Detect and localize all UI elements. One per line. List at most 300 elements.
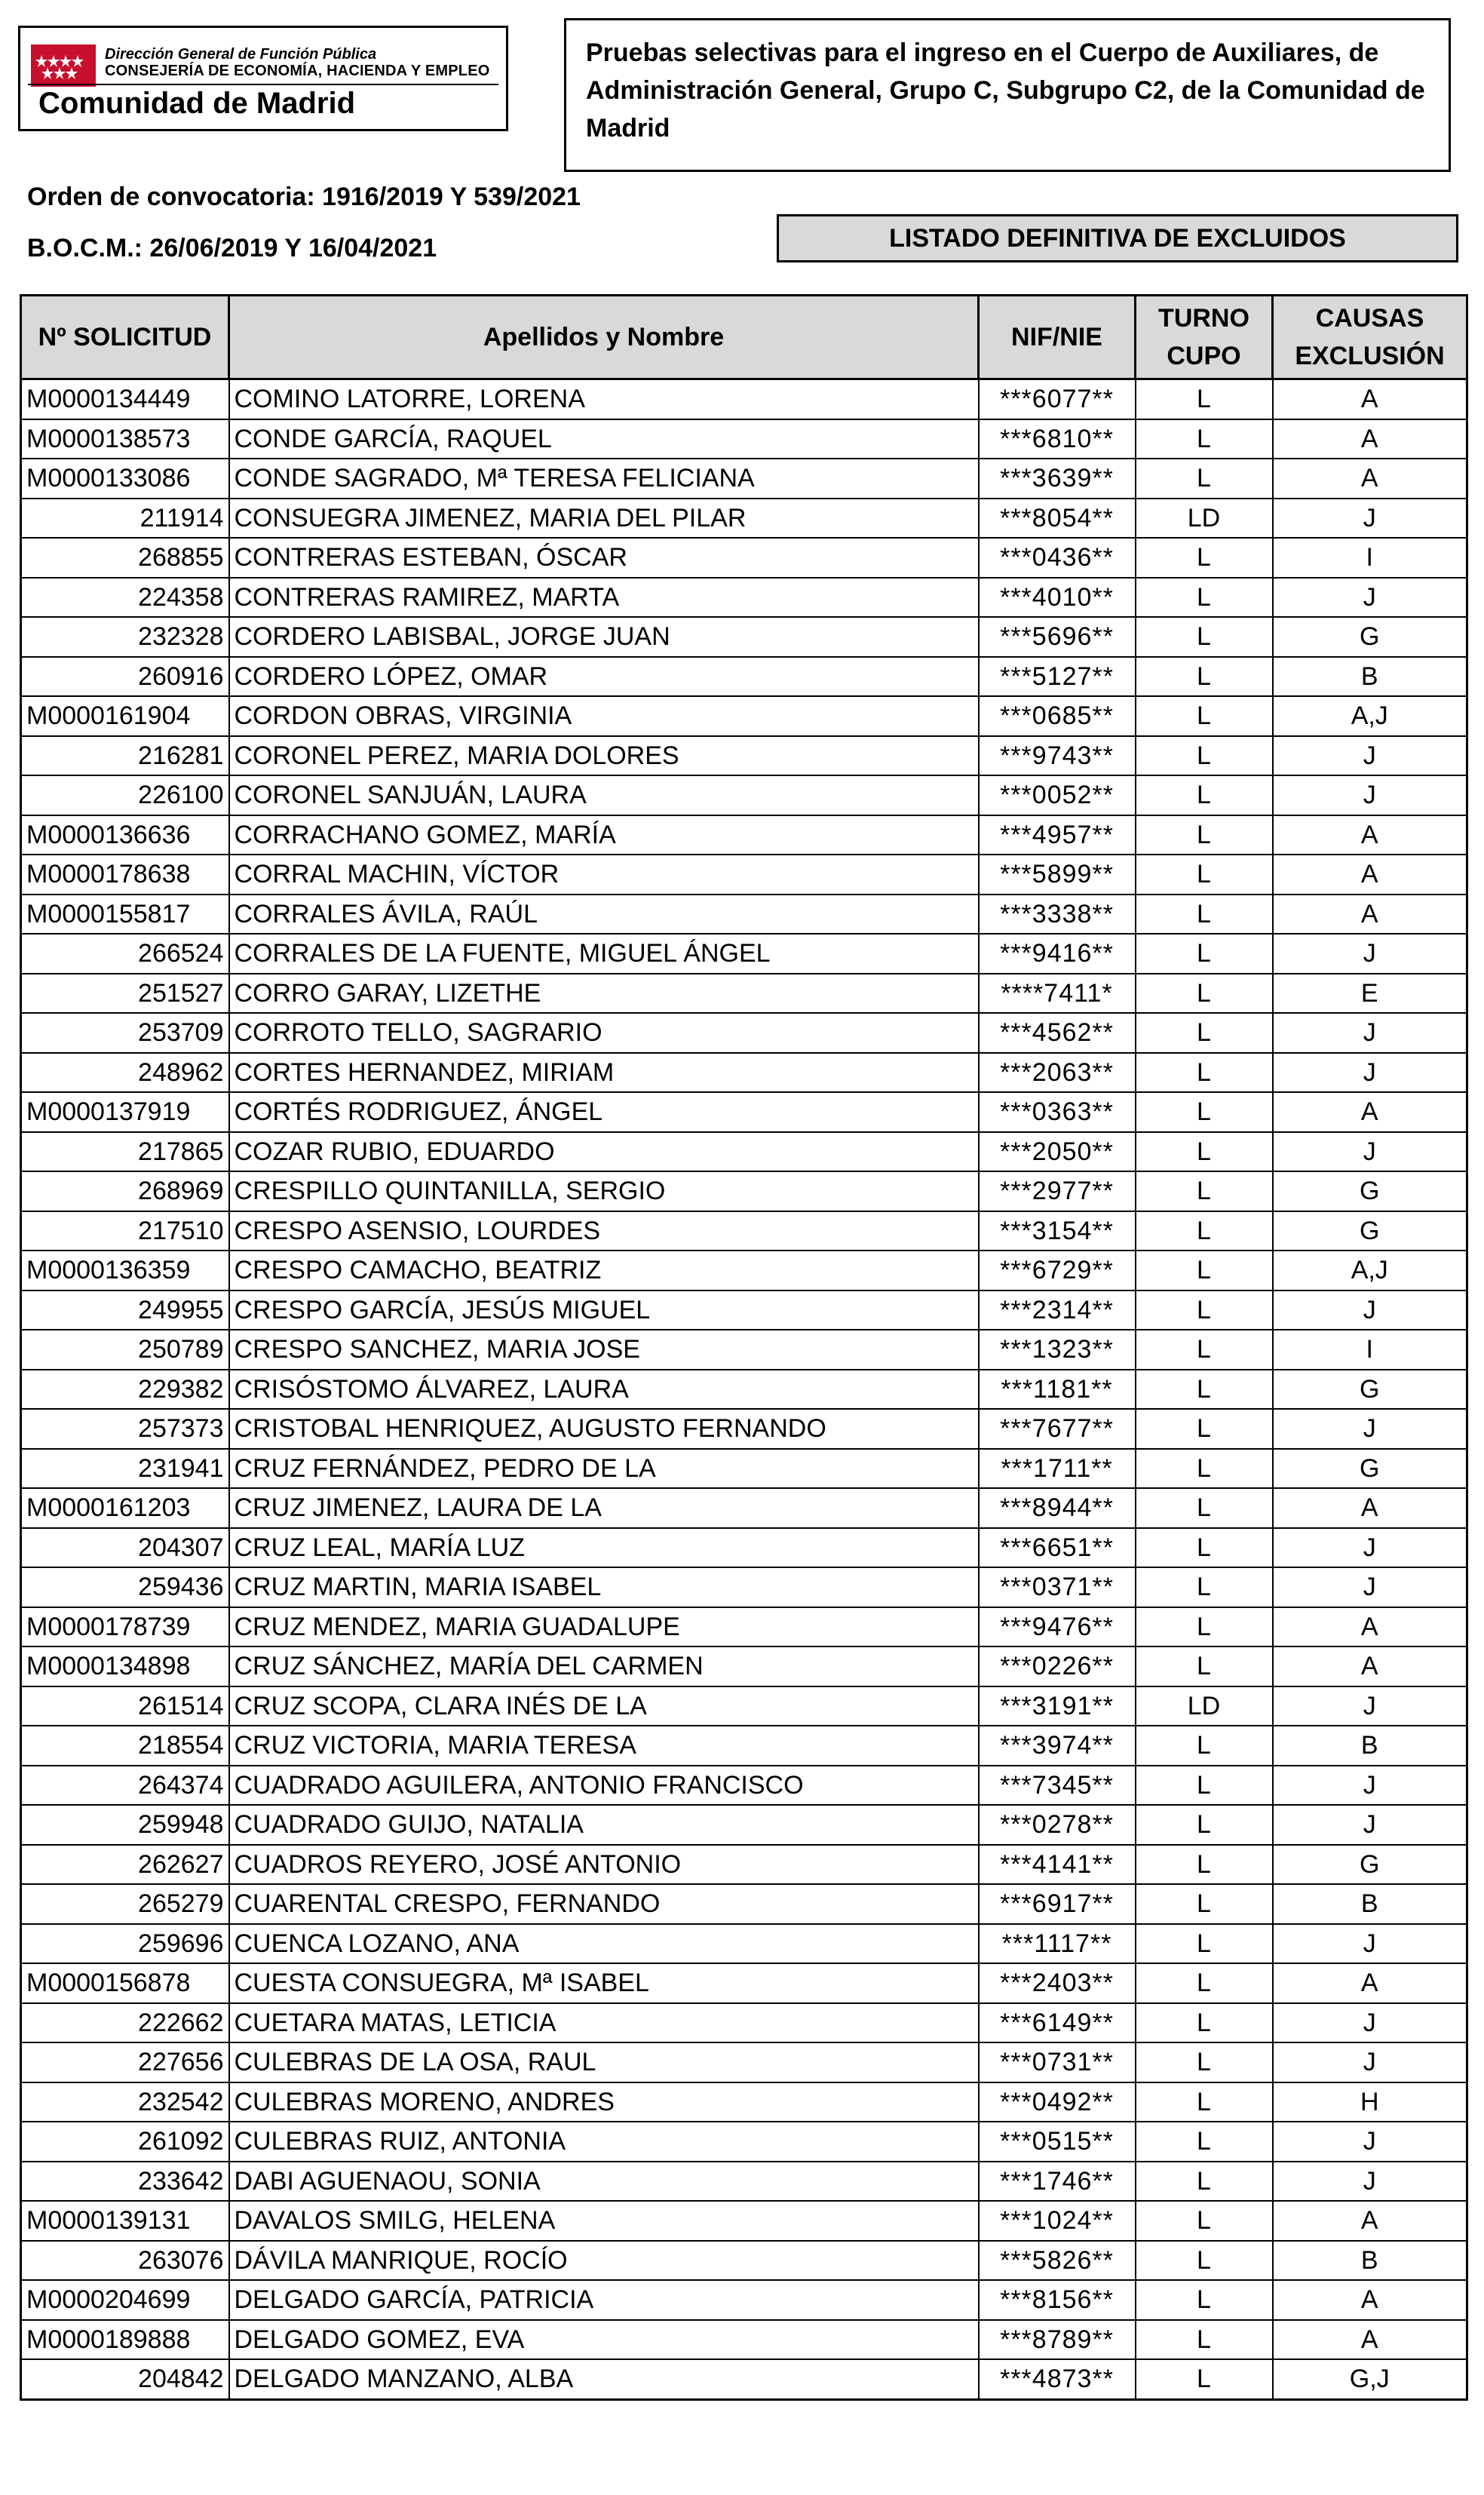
cell-solicitud: 250789 [21,1330,229,1370]
cell-turno: L [1136,974,1273,1014]
cell-causas: J [1273,1409,1467,1449]
cell-nombre: CORRALES DE LA FUENTE, MIGUEL ÁNGEL [229,934,979,974]
cell-nombre: CRESPO CAMACHO, BEATRIZ [229,1251,979,1290]
bocm-reference: B.O.C.M.: 26/06/2019 Y 16/04/2021 [27,234,437,262]
cell-turno: L [1136,1726,1273,1766]
cell-causas: B [1273,1726,1467,1766]
table-row [21,1528,1467,1568]
cell-nif: ***4010** [979,578,1136,618]
cell-nombre: CORROTO TELLO, SAGRARIO [229,1013,979,1053]
cell-turno: L [1136,1330,1273,1370]
table-row [21,2042,1467,2082]
cell-nombre: DABI AGUENAOU, SONIA [229,2162,979,2202]
cell-solicitud: 217510 [21,1211,229,1251]
cell-nombre: CUENCA LOZANO, ANA [229,1924,979,1964]
cell-nombre: CONTRERAS ESTEBAN, ÓSCAR [229,538,979,578]
cell-solicitud: M0000161203 [21,1488,229,1528]
cell-causas: A [1273,2280,1467,2320]
cell-causas: B [1273,2241,1467,2281]
cell-nombre: CORRO GARAY, LIZETHE [229,974,979,1014]
excluded-table [20,294,1468,2401]
cell-nombre: CORRALES ÁVILA, RAÚL [229,895,979,934]
cell-turno: L [1136,1449,1273,1489]
table-row [21,1924,1467,1964]
cell-solicitud: 232542 [21,2082,229,2122]
cell-nombre: CRESPO ASENSIO, LOURDES [229,1211,979,1251]
cell-nif: ***8156** [979,2280,1136,2320]
table-row [21,1726,1467,1766]
cell-nombre: CULEBRAS DE LA OSA, RAUL [229,2042,979,2082]
table-row [21,1805,1467,1845]
cell-turno: L [1136,379,1273,419]
cell-nif: ***5899** [979,855,1136,895]
cell-nif: ***2050** [979,1132,1136,1172]
cell-turno: L [1136,1251,1273,1290]
cell-turno: L [1136,1092,1273,1132]
cell-nombre: CRUZ MENDEZ, MARIA GUADALUPE [229,1607,979,1647]
cell-solicitud: 251527 [21,974,229,1014]
cell-turno: L [1136,1132,1273,1172]
cell-turno: L [1136,736,1273,776]
table-row [21,815,1467,855]
cell-nif: ***3191** [979,1686,1136,1726]
cell-causas: A [1273,419,1467,459]
table-row [21,578,1467,618]
cell-nombre: CRUZ LEAL, MARÍA LUZ [229,1528,979,1568]
table-row [21,2082,1467,2122]
cell-nombre: CUARENTAL CRESPO, FERNANDO [229,1884,979,1924]
cell-nif: ***0278** [979,1805,1136,1845]
orden-convocatoria: Orden de convocatoria: 1916/2019 Y 539/2021 [27,183,581,211]
cell-solicitud: 211914 [21,499,229,539]
cell-solicitud: M0000138573 [21,419,229,459]
cell-solicitud: M0000137919 [21,1092,229,1132]
cell-solicitud: M0000133086 [21,459,229,499]
cell-nif: ***9416** [979,934,1136,974]
cell-nombre: DELGADO MANZANO, ALBA [229,2359,979,2399]
table-row [21,1171,1467,1211]
cell-nombre: CORDERO LÓPEZ, OMAR [229,657,979,697]
cell-solicitud: 264374 [21,1766,229,1806]
header-turno-line2: CUPO [1167,342,1241,370]
cell-solicitud: 248962 [21,1053,229,1093]
agency-name [105,46,490,79]
cell-turno: L [1136,1924,1273,1964]
cell-solicitud: M0000134898 [21,1646,229,1686]
cell-turno: L [1136,696,1273,736]
cell-solicitud: 261092 [21,2122,229,2162]
cell-nif: ***2977** [979,1171,1136,1211]
cell-nombre: CUETARA MATAS, LETICIA [229,2003,979,2043]
cell-nombre: CRISÓSTOMO ÁLVAREZ, LAURA [229,1370,979,1410]
cell-nif: ***4957** [979,815,1136,855]
cell-turno: L [1136,2241,1273,2281]
table-row [21,657,1467,697]
cell-turno: L [1136,855,1273,895]
cell-nombre: DAVALOS SMILG, HELENA [229,2201,979,2241]
cell-causas: J [1273,1053,1467,1093]
cell-turno: L [1136,1646,1273,1686]
cell-turno: L [1136,1290,1273,1330]
header-nif: NIF/NIE [979,296,1136,379]
table-row [21,2359,1467,2399]
cell-turno: L [1136,2359,1273,2399]
cell-nombre: CRUZ FERNÁNDEZ, PEDRO DE LA [229,1449,979,1489]
cell-nombre: CORDON OBRAS, VIRGINIA [229,696,979,736]
cell-nif: ***6651** [979,1528,1136,1568]
cell-nombre: CONDE GARCÍA, RAQUEL [229,419,979,459]
cell-nif: ***6810** [979,419,1136,459]
cell-solicitud: 204307 [21,1528,229,1568]
table-row [21,1646,1467,1686]
comunidad-madrid-logo [18,26,508,131]
cell-nombre: CUADROS REYERO, JOSÉ ANTONIO [229,1845,979,1885]
cell-nombre: CUADRADO GUIJO, NATALIA [229,1805,979,1845]
cell-turno: L [1136,815,1273,855]
cell-nif: ***3154** [979,1211,1136,1251]
header-causas-line2: EXCLUSIÓN [1295,342,1445,370]
table-row [21,696,1467,736]
cell-nif: ***0685** [979,696,1136,736]
table-row [21,736,1467,776]
cell-nif: ***4141** [979,1845,1136,1885]
agency-line-2: CONSEJERÍA DE ECONOMÍA, HACIENDA Y EMPLEO [105,63,490,79]
cell-solicitud: 204842 [21,2359,229,2399]
cell-turno: LD [1136,1686,1273,1726]
cell-turno: L [1136,2042,1273,2082]
cell-turno: L [1136,657,1273,697]
cell-nif: ***0731** [979,2042,1136,2082]
cell-causas: G,J [1273,2359,1467,2399]
cell-causas: A [1273,1488,1467,1528]
table-row [21,419,1467,459]
cell-causas: G [1273,1370,1467,1410]
cell-turno: L [1136,1211,1273,1251]
cell-causas: A,J [1273,696,1467,736]
cell-causas: J [1273,1567,1467,1607]
cell-turno: L [1136,617,1273,657]
cell-nif: ****7411* [979,974,1136,1014]
table-row [21,1330,1467,1370]
table-row [21,855,1467,895]
brand-name: Comunidad de Madrid [28,84,498,121]
cell-causas: G [1273,1845,1467,1885]
cell-nif: ***7345** [979,1766,1136,1806]
cell-turno: L [1136,2201,1273,2241]
cell-causas: J [1273,1924,1467,1964]
cell-solicitud: 224358 [21,578,229,618]
cell-nombre: CULEBRAS RUIZ, ANTONIA [229,2122,979,2162]
table-row [21,2241,1467,2281]
cell-nif: ***1024** [979,2201,1136,2241]
cell-turno: L [1136,2320,1273,2360]
table-row [21,617,1467,657]
cell-nombre: COMINO LATORRE, LORENA [229,379,979,419]
agency-line-1: Dirección General de Función Pública [105,46,377,63]
cell-nif: ***0436** [979,538,1136,578]
cell-turno: L [1136,2162,1273,2202]
cell-causas: E [1273,974,1467,1014]
table-row [21,2201,1467,2241]
cell-solicitud: M0000139131 [21,2201,229,2241]
cell-causas: J [1273,934,1467,974]
cell-causas: A [1273,895,1467,934]
cell-causas: A [1273,379,1467,419]
cell-turno: L [1136,1528,1273,1568]
table-body [21,379,1467,2400]
table-row [21,1567,1467,1607]
cell-nif: ***0226** [979,1646,1136,1686]
table-row [21,974,1467,1014]
cell-nombre: CONSUEGRA JIMENEZ, MARIA DEL PILAR [229,499,979,539]
cell-solicitud: 231941 [21,1449,229,1489]
table-header-row [21,296,1467,379]
cell-nombre: DELGADO GARCÍA, PATRICIA [229,2280,979,2320]
cell-causas: J [1273,1132,1467,1172]
list-type-badge: LISTADO DEFINITIVA DE EXCLUIDOS [777,214,1458,262]
table-row [21,1211,1467,1251]
cell-turno: L [1136,419,1273,459]
cell-nombre: CUESTA CONSUEGRA, Mª ISABEL [229,1963,979,2003]
cell-turno: L [1136,1567,1273,1607]
cell-nif: ***0052** [979,775,1136,815]
table-row [21,934,1467,974]
cell-causas: A [1273,459,1467,499]
cell-nombre: CUADRADO AGUILERA, ANTONIO FRANCISCO [229,1766,979,1806]
table-row [21,1092,1467,1132]
cell-turno: L [1136,1053,1273,1093]
cell-turno: L [1136,2003,1273,2043]
cell-nombre: CONDE SAGRADO, Mª TERESA FELICIANA [229,459,979,499]
table-row [21,1884,1467,1924]
cell-nombre: CORTES HERNANDEZ, MIRIAM [229,1053,979,1093]
cell-turno: L [1136,2122,1273,2162]
cell-turno: L [1136,775,1273,815]
cell-nombre: CRESPILLO QUINTANILLA, SERGIO [229,1171,979,1211]
cell-solicitud: 229382 [21,1370,229,1410]
cell-nombre: CRESPO GARCÍA, JESÚS MIGUEL [229,1290,979,1330]
table-row [21,1370,1467,1410]
cell-nif: ***1711** [979,1449,1136,1489]
table-row [21,499,1467,539]
cell-nombre: CONTRERAS RAMIREZ, MARTA [229,578,979,618]
cell-solicitud: 259436 [21,1567,229,1607]
cell-nif: ***1117** [979,1924,1136,1964]
cell-nombre: CRUZ VICTORIA, MARIA TERESA [229,1726,979,1766]
cell-turno: L [1136,1805,1273,1845]
cell-solicitud: M0000136636 [21,815,229,855]
cell-causas: A [1273,2201,1467,2241]
cell-nif: ***6917** [979,1884,1136,1924]
cell-nif: ***1181** [979,1370,1136,1410]
cell-turno: L [1136,1370,1273,1410]
document-title: Pruebas selectivas para el ingreso en el Cuerpo de Auxiliares, de Administración General, Grupo C, Subgrupo C2, de la Comunidad de Madrid [564,18,1451,172]
cell-solicitud: M0000178739 [21,1607,229,1647]
table-row [21,1766,1467,1806]
cell-causas: J [1273,1766,1467,1806]
cell-solicitud: 257373 [21,1409,229,1449]
cell-solicitud: M0000178638 [21,855,229,895]
table-row [21,1132,1467,1172]
table-row [21,1409,1467,1449]
cell-nif: ***5127** [979,657,1136,697]
cell-nif: ***9743** [979,736,1136,776]
cell-nif: ***9476** [979,1607,1136,1647]
cell-causas: H [1273,2082,1467,2122]
cell-nombre: CORONEL PEREZ, MARIA DOLORES [229,736,979,776]
cell-nif: ***8054** [979,499,1136,539]
cell-turno: L [1136,1766,1273,1806]
stars-icon [31,44,96,87]
cell-solicitud: 249955 [21,1290,229,1330]
cell-solicitud: 268969 [21,1171,229,1211]
table-row [21,1251,1467,1290]
cell-turno: L [1136,1845,1273,1885]
cell-solicitud: 227656 [21,2042,229,2082]
cell-nif: ***0515** [979,2122,1136,2162]
table-row [21,2122,1467,2162]
cell-causas: A [1273,855,1467,895]
cell-nif: ***8944** [979,1488,1136,1528]
header-turno [1136,296,1273,379]
table-row [21,1686,1467,1726]
cell-causas: J [1273,2122,1467,2162]
table-row [21,1845,1467,1885]
cell-turno: L [1136,459,1273,499]
cell-solicitud: M0000155817 [21,895,229,934]
table-row [21,1963,1467,2003]
cell-nombre: CORONEL SANJUÁN, LAURA [229,775,979,815]
cell-causas: B [1273,657,1467,697]
cell-causas: B [1273,1884,1467,1924]
cell-solicitud: 218554 [21,1726,229,1766]
cell-causas: J [1273,2042,1467,2082]
cell-solicitud: M0000156878 [21,1963,229,2003]
table-row [21,1290,1467,1330]
cell-solicitud: 262627 [21,1845,229,1885]
cell-nif: ***4562** [979,1013,1136,1053]
cell-solicitud: 253709 [21,1013,229,1053]
cell-nombre: DELGADO GOMEZ, EVA [229,2320,979,2360]
cell-turno: L [1136,2280,1273,2320]
cell-causas: A [1273,1607,1467,1647]
cell-causas: J [1273,499,1467,539]
cell-nif: ***3338** [979,895,1136,934]
cell-nif: ***6077** [979,379,1136,419]
table-row [21,379,1467,419]
table-row [21,775,1467,815]
cell-solicitud: 259696 [21,1924,229,1964]
cell-solicitud: 263076 [21,2241,229,2281]
cell-nombre: CORTÉS RODRIGUEZ, ÁNGEL [229,1092,979,1132]
header-causas-line1: CAUSAS [1315,304,1424,333]
cell-causas: A [1273,1646,1467,1686]
cell-nombre: COZAR RUBIO, EDUARDO [229,1132,979,1172]
table-row [21,2003,1467,2043]
cell-causas: J [1273,1528,1467,1568]
cell-nombre: CORRAL MACHIN, VÍCTOR [229,855,979,895]
cell-turno: L [1136,1488,1273,1528]
table-row [21,2162,1467,2202]
cell-causas: J [1273,1013,1467,1053]
cell-solicitud: 226100 [21,775,229,815]
cell-turno: L [1136,1607,1273,1647]
cell-turno: L [1136,895,1273,934]
cell-nif: ***2314** [979,1290,1136,1330]
cell-nif: ***2063** [979,1053,1136,1093]
cell-solicitud: M0000161904 [21,696,229,736]
cell-nombre: CRESPO SANCHEZ, MARIA JOSE [229,1330,979,1370]
table-row [21,1013,1467,1053]
table-row [21,1449,1467,1489]
cell-turno: L [1136,1409,1273,1449]
cell-causas: J [1273,578,1467,618]
cell-turno: L [1136,538,1273,578]
table-row [21,1053,1467,1093]
cell-nif: ***3974** [979,1726,1136,1766]
cell-causas: A [1273,1963,1467,2003]
header-nombre: Apellidos y Nombre [229,296,979,379]
cell-causas: A [1273,2320,1467,2360]
cell-solicitud: 261514 [21,1686,229,1726]
table-row [21,2320,1467,2360]
cell-nombre: CORRACHANO GOMEZ, MARÍA [229,815,979,855]
cell-solicitud: M0000136359 [21,1251,229,1290]
cell-nif: ***4873** [979,2359,1136,2399]
cell-nif: ***1746** [979,2162,1136,2202]
cell-turno: LD [1136,499,1273,539]
cell-nombre: CRISTOBAL HENRIQUEZ, AUGUSTO FERNANDO [229,1409,979,1449]
cell-solicitud: 233642 [21,2162,229,2202]
cell-nif: ***3639** [979,459,1136,499]
cell-solicitud: M0000189888 [21,2320,229,2360]
cell-nif: ***7677** [979,1409,1136,1449]
cell-solicitud: 232328 [21,617,229,657]
cell-causas: I [1273,538,1467,578]
cell-causas: G [1273,1449,1467,1489]
table-row [21,459,1467,499]
cell-solicitud: 266524 [21,934,229,974]
cell-turno: L [1136,1013,1273,1053]
cell-causas: G [1273,617,1467,657]
cell-solicitud: 265279 [21,1884,229,1924]
cell-nif: ***6149** [979,2003,1136,2043]
table-row [21,2280,1467,2320]
cell-turno: L [1136,2082,1273,2122]
cell-turno: L [1136,1171,1273,1211]
cell-nif: ***8789** [979,2320,1136,2360]
cell-nif: ***0492** [979,2082,1136,2122]
table-row [21,1488,1467,1528]
cell-solicitud: 268855 [21,538,229,578]
cell-solicitud: 217865 [21,1132,229,1172]
cell-solicitud: M0000204699 [21,2280,229,2320]
cell-nombre: CORDERO LABISBAL, JORGE JUAN [229,617,979,657]
cell-turno: L [1136,934,1273,974]
cell-nif: ***1323** [979,1330,1136,1370]
cell-nif: ***0371** [979,1567,1136,1607]
cell-turno: L [1136,1884,1273,1924]
header-causas [1273,296,1467,379]
cell-nombre: CRUZ SÁNCHEZ, MARÍA DEL CARMEN [229,1646,979,1686]
cell-solicitud: 260916 [21,657,229,697]
header-turno-line1: TURNO [1158,304,1249,333]
table-row [21,895,1467,934]
cell-solicitud: 259948 [21,1805,229,1845]
cell-causas: A,J [1273,1251,1467,1290]
cell-nif: ***0363** [979,1092,1136,1132]
cell-causas: A [1273,815,1467,855]
